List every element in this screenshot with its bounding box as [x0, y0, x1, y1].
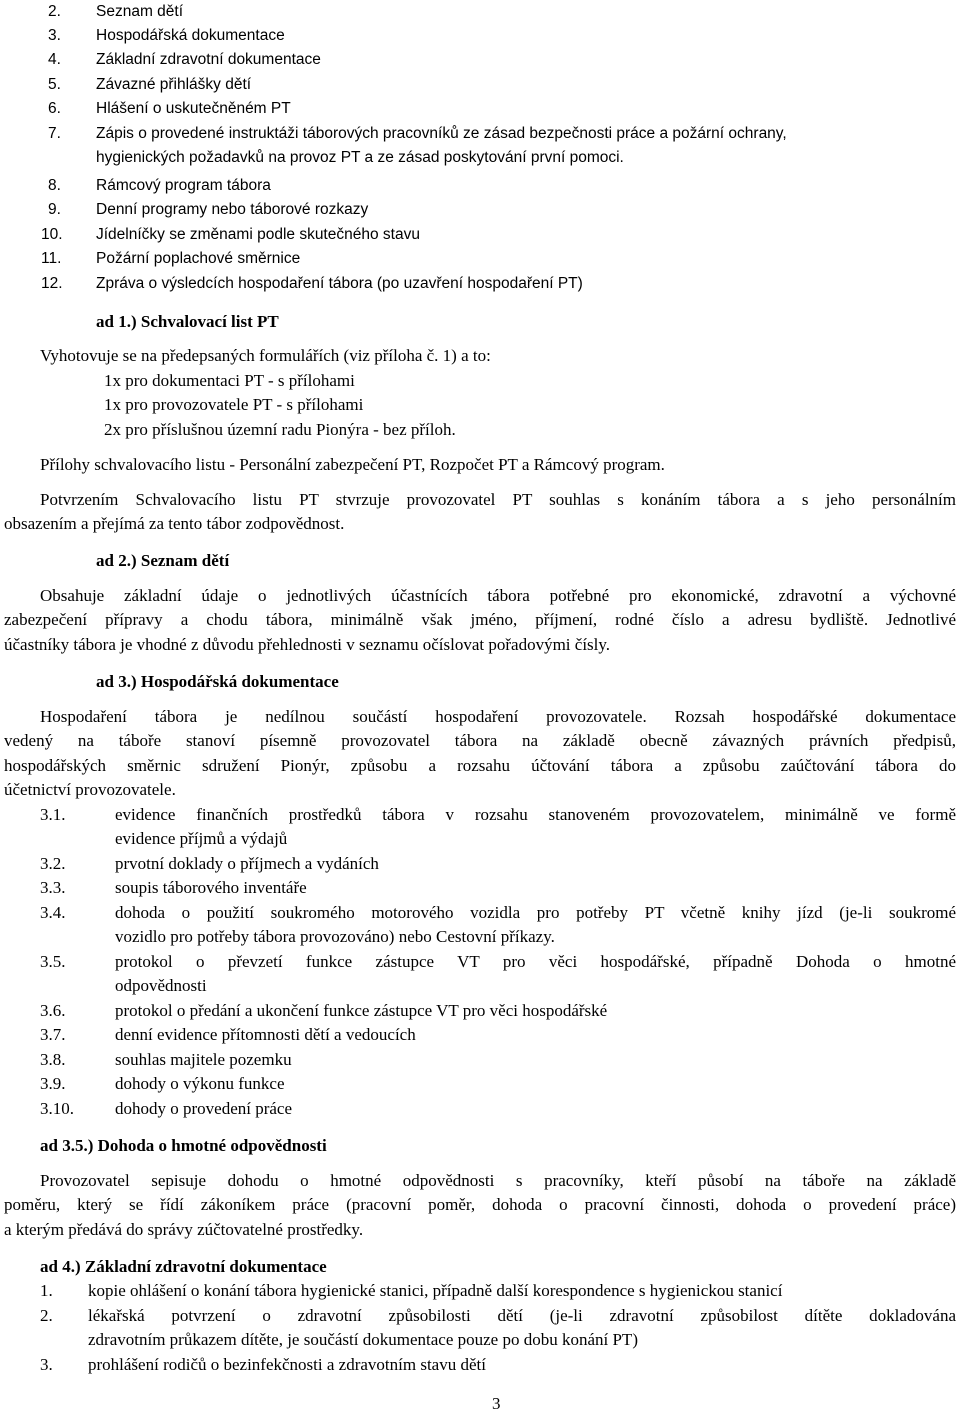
list-item: 2x pro příslušnou územní radu Pionýra - bez příloh.	[104, 420, 456, 439]
list-item: 1x pro provozovatele PT - s přílohami	[104, 395, 364, 414]
paragraph-line: Hospodaření tábora je nedílnou součástí hospodaření provozovatele. Rozsah hospodářské dokumentace	[40, 707, 956, 726]
list-item: dohody o provedení práce	[115, 1099, 293, 1118]
section-heading: ad 3.) Hospodářská dokumentace	[96, 672, 339, 691]
list-item: lékařská potvrzení o zdravotní způsobilosti dětí (je-li zdravotní způsobilost dítěte dokladována	[88, 1306, 956, 1325]
num-label: 3.6.	[40, 1001, 66, 1020]
list-item-continuation: vozidlo pro potřeby tábora provozováno) nebo Cestovní příkazy.	[115, 927, 555, 946]
paragraph-line: zabezpečení přípravy a chodu tábora, minimálně však jméno, příjmení, rodné číslo a adresu bydliště. Jednotlivé	[4, 610, 956, 629]
list-item: evidence finančních prostředků tábora v rozsahu stanoveném provozovatelem, minimálně ve formě	[115, 805, 956, 824]
num-label: 3.4.	[40, 903, 66, 922]
list-item: denní evidence přítomnosti dětí a vedoucích	[115, 1025, 416, 1044]
list-item: dohody o výkonu funkce	[115, 1074, 285, 1093]
list-item: 1x pro dokumentaci PT - s přílohami	[104, 371, 355, 390]
section-heading: ad 3.5.) Dohoda o hmotné odpovědnosti	[40, 1136, 327, 1155]
list-item: protokol o předání a ukončení funkce zástupce VT pro věci hospodářské	[115, 1001, 608, 1020]
paragraph-line: Přílohy schvalovacího listu - Personální zabezpečení PT, Rozpočet PT a Rámcový program.	[40, 455, 665, 474]
list-item: protokol o převzetí funkce zástupce VT pro věci hospodářské, případně Dohoda o hmotné	[115, 952, 956, 971]
list-item-continuation: evidence příjmů a výdajů	[115, 829, 288, 848]
section-heading: ad 2.) Seznam dětí	[96, 551, 230, 570]
section-heading: ad 1.) Schvalovací list PT	[96, 312, 279, 331]
list-item: souhlas majitele pozemku	[115, 1050, 292, 1069]
list-item: dohoda o použití soukromého motorového vozidla pro potřeby PT včetně knihy jízd (je-li soukromé	[115, 903, 956, 922]
num-label: 3.9.	[40, 1074, 66, 1093]
paragraph-line: obsazením a přejímá za tento tábor zodpovědnost.	[4, 514, 345, 533]
paragraph-line: účetnictví provozovatele.	[4, 780, 176, 799]
list-item: soupis táborového inventáře	[115, 878, 307, 897]
paragraph-line: a kterým předává do správy zúčtovatelné prostředky.	[4, 1220, 364, 1239]
paragraph-line: vedený na táboře stanoví písemně provozovatel tábora na základě obecně závazných právních předpisů,	[4, 731, 956, 750]
paragraph-line: Vyhotovuje se na předepsaných formulářích (viz příloha č. 1) a to:	[40, 346, 491, 365]
paragraph-line: hospodářských směrnic sdružení Pionýr, způsobu a rozsahu účtování tábora a způsobu zaúčtování tábora do	[4, 756, 956, 775]
num-label: 3.2.	[40, 854, 66, 873]
list-item: prohlášení rodičů o bezinfekčnosti a zdravotním stavu dětí	[88, 1355, 486, 1374]
num-label: 3.	[40, 1355, 53, 1374]
paragraph-line: účastníky tábora je vhodné z důvodu přehlednosti v seznamu očíslovat pořadovými čísly.	[4, 635, 611, 654]
paragraph-line: Obsahuje základní údaje o jednotlivých účastnících tábora potřebné pro ekonomické, zdravotní a výchovné	[40, 586, 956, 605]
num-label: 3.1.	[40, 805, 66, 824]
num-label: 3.10.	[40, 1099, 74, 1118]
list-item: kopie ohlášení o konání tábora hygienické stanici, případně další korespondence s hygienickou stanicí	[88, 1281, 783, 1300]
num-label: 1.	[40, 1281, 53, 1300]
section-heading: ad 4.) Základní zdravotní dokumentace	[40, 1257, 327, 1276]
num-label: 3.3.	[40, 878, 66, 897]
paragraph-line: poměru, který se řídí zákoníkem práce (pracovní poměr, dohoda o pracovní činnosti, dohoda o provedení práce)	[4, 1195, 956, 1214]
num-label: 3.8.	[40, 1050, 66, 1069]
list-item-continuation: hygienických požadavků na provoz PT a ze zásad poskytování první pomoci.	[96, 149, 624, 166]
list-item-continuation: odpovědnosti	[115, 976, 207, 995]
list-item: prvotní doklady o příjmech a vydáních	[115, 854, 379, 873]
paragraph-line: Provozovatel sepisuje dohodu o hmotné odpovědnosti s pracovníky, kteří působí na táboře na základě	[40, 1171, 956, 1190]
num-label: 3.7.	[40, 1025, 66, 1044]
page-number: 3	[492, 1394, 501, 1413]
num-label: 3.5.	[40, 952, 66, 971]
num-label: 2.	[40, 1306, 53, 1325]
list-item-continuation: zdravotním průkazem dítěte, je součástí dokumentace pouze po dobu konání PT)	[88, 1330, 638, 1349]
paragraph-line: Potvrzením Schvalovacího listu PT stvrzuje provozovatel PT souhlas s konáním tábora a s jeho personálním	[40, 490, 956, 509]
